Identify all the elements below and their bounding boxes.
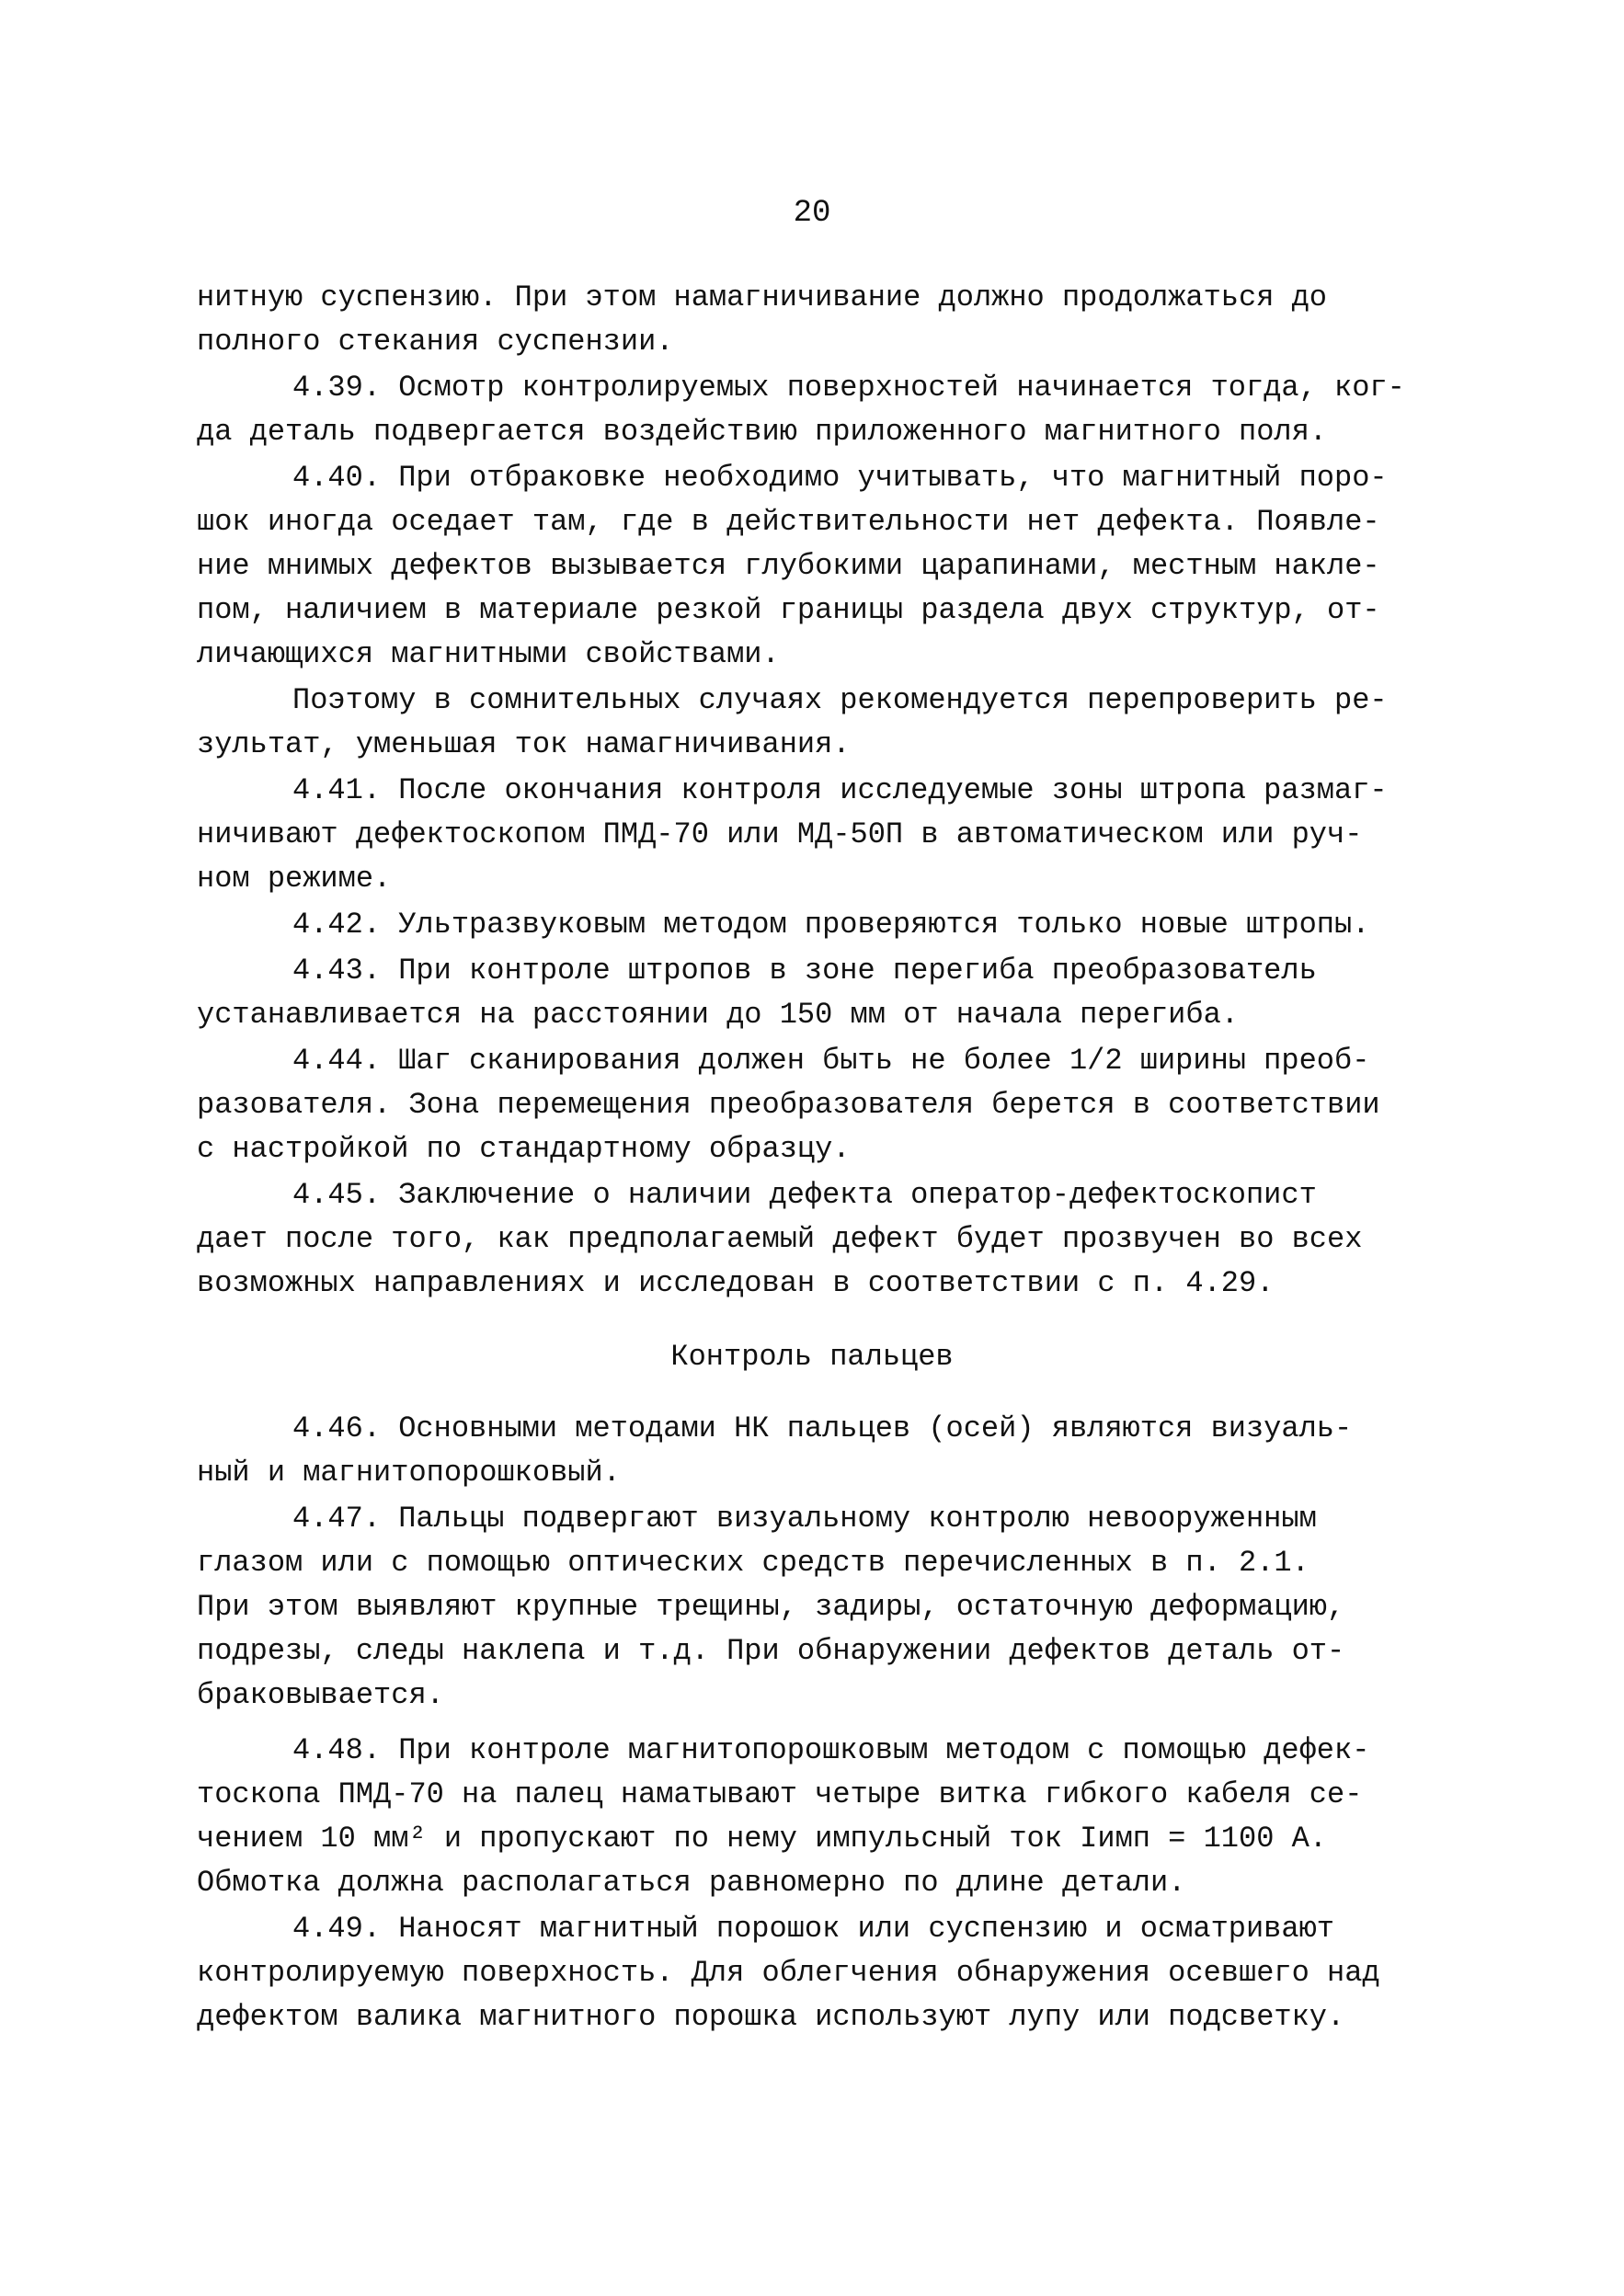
text-line: дает после того, как предполагаемый дефект будет прозвучен во всех [197, 1222, 1363, 1256]
paragraph-4-42: 4.42. Ультразвуковым методом проверяются только новые штропы. [292, 908, 1370, 942]
paragraph-4-44: 4.44. Шаг сканирования должен быть не более 1/2 ширины преоб- [292, 1044, 1370, 1078]
text-line: шок иногда оседает там, где в действительности нет дефекта. Появле- [197, 505, 1380, 539]
text-line: глазом или с помощью оптических средств перечисленных в п. 2.1. [197, 1546, 1309, 1580]
paragraph-4-39: 4.39. Осмотр контролируемых поверхностей начинается тогда, ког- [292, 371, 1405, 405]
paragraph-4-47: 4.47. Пальцы подвергают визуальному контролю невооруженным [292, 1502, 1317, 1536]
text-line: нитную суспензию. При этом намагничивание должно продолжаться до [197, 280, 1327, 314]
paragraph-4-40: 4.40. При отбраковке необходимо учитывать, что магнитный поро- [292, 461, 1388, 495]
text-line: полного стекания суспензии. [197, 325, 674, 359]
text-line: ничивают дефектоскопом ПМД-70 или МД-50П в автоматическом или руч- [197, 817, 1363, 851]
text-line: чением 10 мм² и пропускают по нему импульсный ток Iимп = 1100 А. [197, 1822, 1327, 1856]
text-line: личающихся магнитными свойствами. [197, 637, 780, 671]
text-line: Обмотка должна располагаться равномерно по длине детали. [197, 1866, 1186, 1900]
text-line: браковывается. [197, 1678, 444, 1712]
section-heading: Контроль пальцев [670, 1340, 954, 1374]
paragraph-4-48: 4.48. При контроле магнитопорошковым методом с помощью дефек- [292, 1733, 1370, 1767]
paragraph-4-46: 4.46. Основными методами НК пальцев (осей) являются визуаль- [292, 1411, 1353, 1445]
paragraph-4-49: 4.49. Наносят магнитный порошок или суспензию и осматривают [292, 1912, 1334, 1946]
text-line: тоскопа ПМД-70 на палец наматывают четыре витка гибкого кабеля се- [197, 1777, 1363, 1811]
text-line: ный и магнитопорошковый. [197, 1456, 621, 1490]
paragraph-4-43: 4.43. При контроле штропов в зоне перегиба преобразователь [292, 954, 1317, 988]
text-line: контролируемую поверхность. Для облегчения обнаружения осевшего над [197, 1956, 1380, 1990]
paragraph-4-45: 4.45. Заключение о наличии дефекта оператор-дефектоскопист [292, 1178, 1317, 1212]
text-line: да деталь подвергается воздействию приложенного магнитного поля. [197, 415, 1327, 449]
paragraph-4-41: 4.41. После окончания контроля исследуемые зоны штропа размаг- [292, 773, 1388, 807]
text-line: подрезы, следы наклепа и т.д. При обнаружении дефектов деталь от- [197, 1634, 1345, 1668]
text-line: разователя. Зона перемещения преобразователя берется в соответствии [197, 1088, 1380, 1122]
text-line: пом, наличием в материале резкой границы раздела двух структур, от- [197, 593, 1380, 627]
text-line: ном режиме. [197, 862, 392, 896]
page-number: 20 [793, 196, 831, 231]
paragraph-therefore: Поэтому в сомнительных случаях рекомендуется перепроверить ре- [292, 683, 1388, 717]
text-line: ние мнимых дефектов вызывается глубокими царапинами, местным накле- [197, 549, 1380, 583]
text-line: При этом выявляют крупные трещины, задиры, остаточную деформацию, [197, 1590, 1345, 1624]
text-line: устанавливается на расстоянии до 150 мм от начала перегиба. [197, 998, 1239, 1032]
text-line: с настройкой по стандартному образцу. [197, 1132, 851, 1166]
text-line: дефектом валика магнитного порошка используют лупу или подсветку. [197, 2000, 1345, 2034]
text-line: зультат, уменьшая ток намагничивания. [197, 727, 851, 761]
text-line: возможных направлениях и исследован в соответствии с п. 4.29. [197, 1266, 1275, 1300]
